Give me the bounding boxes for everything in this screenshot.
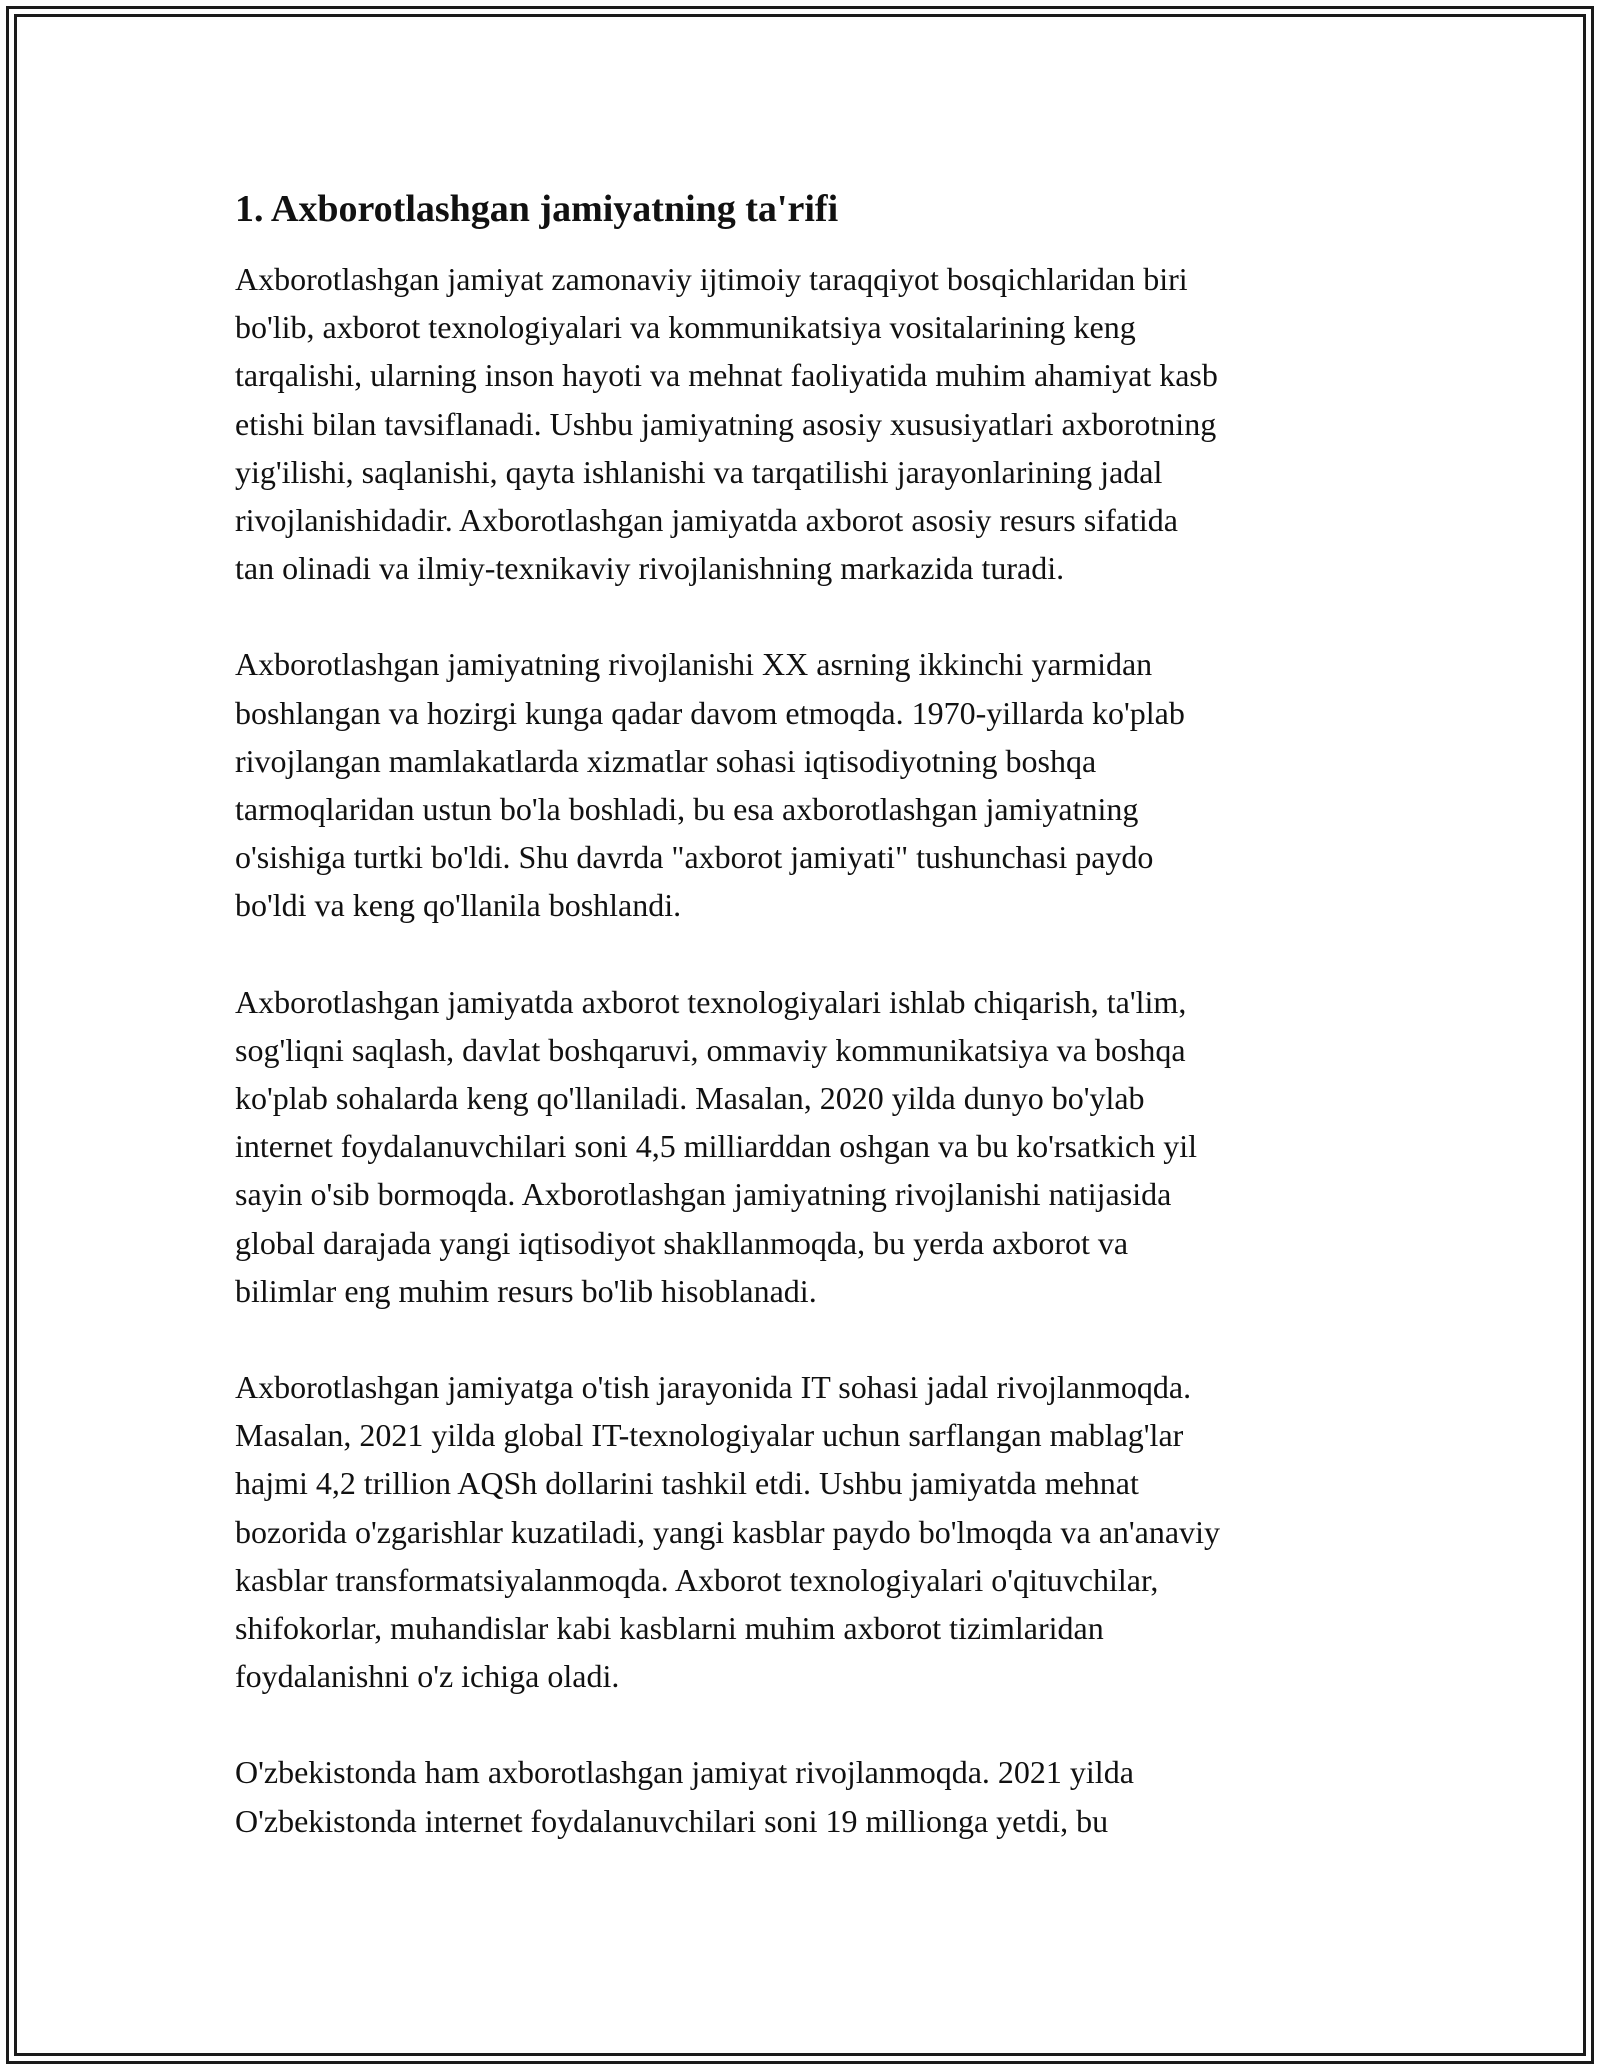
text-line: tarqalishi, ularning inson hayoti va mehnat faoliyatida muhim ahamiyat kasb [235,357,1218,394]
text-line: foydalanishni o'z ichiga oladi. [235,1658,620,1695]
document-body [235,185,1375,1893]
text-line: Axborotlashgan jamiyatga o'tish jarayonida IT sohasi jadal rivojlanmoqda. [235,1369,1192,1406]
paragraph-it-sector [235,1363,1375,1700]
paragraph-uzbekistan [235,1748,1375,1844]
paragraph-definition [235,255,1375,592]
text-line: internet foydalanuvchilari soni 4,5 milliarddan oshgan va bu ko'rsatkich yil [235,1128,1197,1165]
text-line: o'sishiga turtki bo'ldi. Shu davrda "axborot jamiyati" tushunchasi paydo [235,839,1154,876]
text-line: tan olinadi va ilmiy-texnikaviy rivojlanishning markazida turadi. [235,550,1065,587]
text-line: kasblar transformatsiyalanmoqda. Axborot texnologiyalari o'qituvchilar, [235,1561,1159,1598]
text-line: bozorida o'zgarishlar kuzatiladi, yangi kasblar paydo bo'lmoqda va an'anaviy [235,1513,1220,1550]
text-line: Axborotlashgan jamiyatning rivojlanishi XX asrning ikkinchi yarmidan [235,646,1153,683]
text-line: global darajada yangi iqtisodiyot shakllanmoqda, bu yerda axborot va [235,1224,1129,1261]
text-line: shifokorlar, muhandislar kabi kasblarni muhim axborot tizimlaridan [235,1610,1104,1647]
text-line: yig'ilishi, saqlanishi, qayta ishlanishi va tarqatilishi jarayonlarining jadal [235,453,1163,490]
text-line: Axborotlashgan jamiyatda axborot texnologiyalari ishlab chiqarish, ta'lim, [235,983,1187,1020]
text-line: Masalan, 2021 yilda global IT-texnologiyalar uchun sarflangan mablag'lar [235,1417,1184,1454]
text-line: etishi bilan tavsiflanadi. Ushbu jamiyatning asosiy xususiyatlari axborotning [235,405,1217,442]
text-line: ko'plab sohalarda keng qo'llaniladi. Masalan, 2020 yilda dunyo bo'ylab [235,1080,1145,1117]
text-line: boshlangan va hozirgi kunga qadar davom etmoqda. 1970-yillarda ko'plab [235,694,1185,731]
text-line: sayin o'sib bormoqda. Axborotlashgan jamiyatning rivojlanishi natijasida [235,1176,1172,1213]
section-heading: 1. Axborotlashgan jamiyatning ta'rifi [235,188,839,230]
text-line: bilimlar eng muhim resurs bo'lib hisoblanadi. [235,1272,817,1309]
text-line: O'zbekistonda ham axborotlashgan jamiyat rivojlanmoqda. 2021 yilda [235,1754,1134,1791]
text-line: rivojlangan mamlakatlarda xizmatlar sohasi iqtisodiyotning boshqa [235,742,1097,779]
text-line: bo'ldi va keng qo'llanila boshlandi. [235,887,682,924]
text-line: tarmoqlaridan ustun bo'la boshladi, bu esa axborotlashgan jamiyatning [235,791,1139,828]
text-line: bo'lib, axborot texnologiyalari va kommunikatsiya vositalarining keng [235,309,1136,346]
text-line: sog'liqni saqlash, davlat boshqaruvi, ommaviy kommunikatsiya va boshqa [235,1031,1186,1068]
text-line: O'zbekistonda internet foydalanuvchilari soni 19 millionga yetdi, bu [235,1802,1109,1839]
paragraph-history [235,640,1375,929]
text-line: hajmi 4,2 trillion AQSh dollarini tashkil etdi. Ushbu jamiyatda mehnat [235,1465,1139,1502]
paragraph-applications [235,978,1375,1315]
text-line: Axborotlashgan jamiyat zamonaviy ijtimoiy taraqqiyot bosqichlaridan biri [235,261,1188,297]
text-line: rivojlanishidadir. Axborotlashgan jamiyatda axborot asosiy resurs sifatida [235,502,1178,539]
